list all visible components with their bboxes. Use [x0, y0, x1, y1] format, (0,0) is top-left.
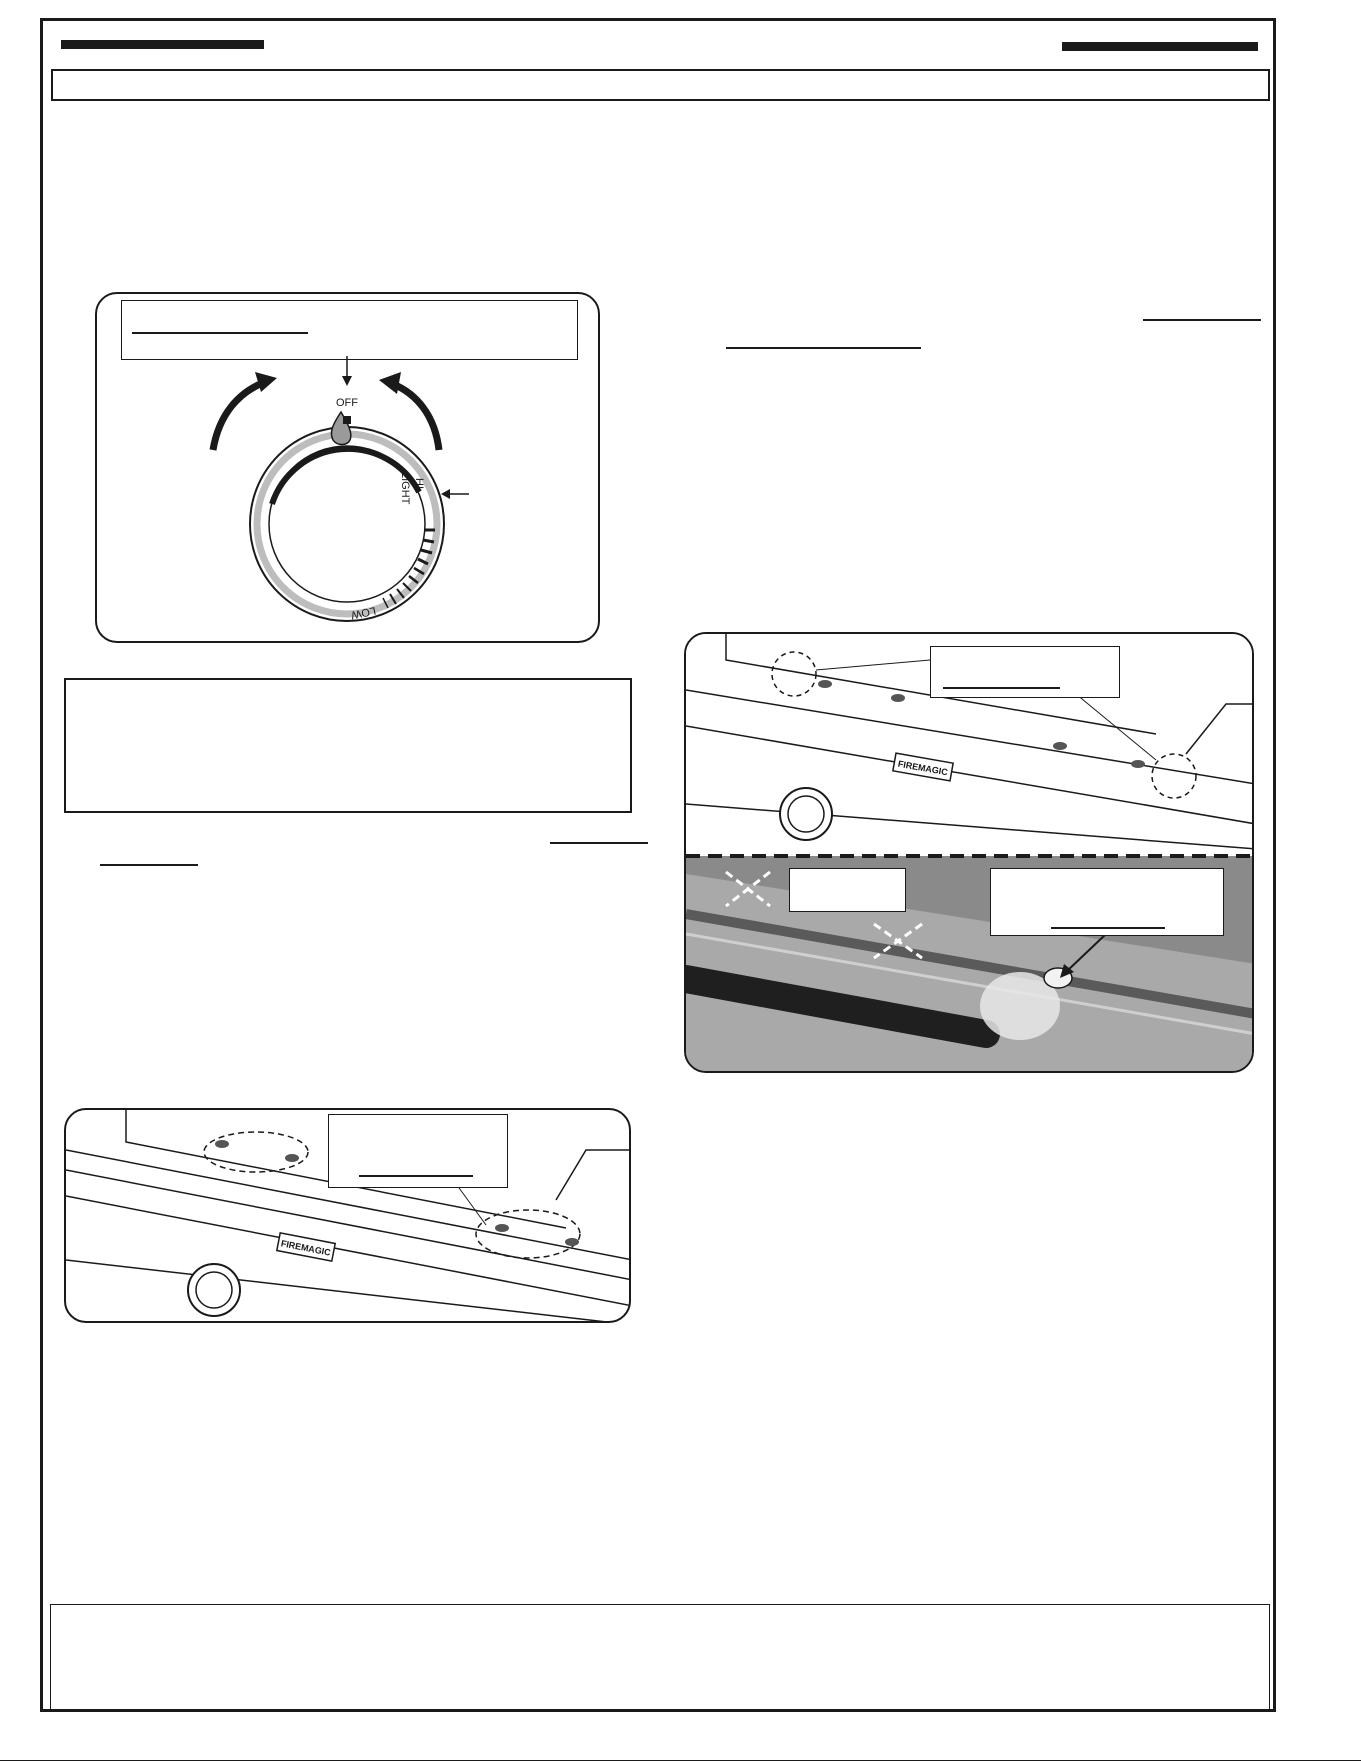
callout-underline: [359, 1175, 473, 1177]
blocked-callout: [789, 868, 906, 912]
grill-burner-ports-figure: [64, 1108, 631, 1323]
left-text-underline-2: [100, 864, 198, 866]
off-marker-icon: [343, 416, 351, 424]
header-bar-left: [61, 40, 264, 49]
brand-plate-2-text: FIREMAGIC: [897, 758, 949, 778]
brand-plate-text: FIREMAGIC: [280, 1238, 332, 1258]
rotate-left-arrow-icon: [255, 372, 277, 392]
burner-port-inspection-figure: [684, 632, 1254, 1073]
left-text-underline-1: [550, 842, 648, 844]
right-text-underline-1: [1143, 319, 1261, 321]
dial-low-label: LOW: [349, 604, 377, 622]
control-knob-figure: [95, 292, 600, 643]
port-highlight-1: [204, 1132, 308, 1172]
ports-callout-underline: [943, 687, 1060, 689]
rotate-right-arrow-shaft: [393, 384, 439, 450]
dial-hi-label: HI: [413, 478, 425, 489]
dial-off-label: OFF: [336, 397, 358, 409]
right-text-underline-2: [726, 347, 921, 349]
rotate-left-arrow-shaft: [213, 382, 265, 450]
burner-ports-callout: [328, 1114, 508, 1188]
dial-light-label: LIGHT: [399, 472, 411, 505]
note-box: [64, 678, 632, 813]
header-bar-right: [1062, 42, 1258, 51]
ports-callout: [930, 646, 1120, 698]
footer-box: [50, 1604, 1270, 1710]
good-port-callout: [990, 868, 1224, 936]
right-pointer-arrow-icon: [441, 489, 450, 499]
rotate-right-arrow-icon: [379, 372, 401, 394]
good-port-callout-underline: [1051, 927, 1165, 929]
control-knob-diagram: [97, 294, 600, 643]
port-highlight-2: [476, 1210, 580, 1258]
top-pointer-arrow-icon: [342, 376, 352, 386]
section-title-box: [51, 69, 1270, 101]
burner-port-inspection-drawing: [686, 634, 1254, 1073]
